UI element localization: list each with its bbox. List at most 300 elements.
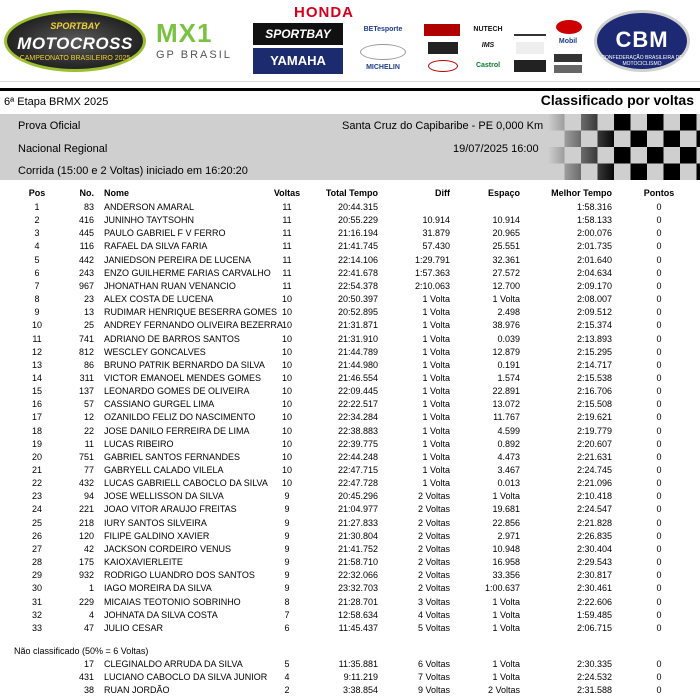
cell-points: 0 <box>656 399 662 410</box>
cell-number: 116 <box>79 241 94 252</box>
cell-diff: 1 Volta <box>422 294 450 305</box>
sponsor-bar-icon <box>554 54 582 62</box>
cell-number: 13 <box>83 307 94 318</box>
cell-number: 47 <box>83 622 94 633</box>
cell-laps: 8 <box>284 596 290 607</box>
cell-diff: 2 Voltas <box>417 570 450 581</box>
cell-diff: 1 Volta <box>422 307 450 318</box>
col-no: No. <box>79 188 94 198</box>
cell-number: 311 <box>79 372 94 383</box>
mx1-gp-brasil-logo <box>156 18 236 62</box>
col-pos: Pos <box>28 188 46 198</box>
cell-diff: 1 Volta <box>422 425 450 436</box>
cell-best-time: 2:15.374 <box>576 320 612 331</box>
cell-best-time: 2:21.631 <box>576 451 612 462</box>
cell-best-time: 2:30.335 <box>576 659 612 669</box>
cell-number: 25 <box>83 320 94 331</box>
cell-name: JHONATHAN RUAN VENANCIO <box>104 280 236 291</box>
cell-points: 0 <box>656 659 662 669</box>
cell-pos: 17 <box>31 412 42 423</box>
cell-gap: 1 Volta <box>492 609 520 620</box>
cell-points: 0 <box>656 609 662 620</box>
cell-pos: 5 <box>34 254 40 265</box>
cell-laps: 11 <box>282 241 292 252</box>
cell-name: CASSIANO GURGEL LIMA <box>104 399 215 410</box>
cell-number: 42 <box>83 543 94 554</box>
cell-number: 77 <box>83 465 94 475</box>
cell-laps: 10 <box>281 386 292 397</box>
cell-number: 17 <box>83 659 94 669</box>
cell-diff: 7 Voltas <box>417 672 450 683</box>
cell-total-time: 22:47.728 <box>337 478 378 489</box>
motocross-logo-sub: CAMPEONATO BRASILEIRO 2025 <box>19 55 131 62</box>
cell-total-time: 20:50.397 <box>337 294 378 305</box>
cell-gap: 33.356 <box>492 570 520 581</box>
cell-points: 0 <box>656 412 662 423</box>
cell-number: 741 <box>78 333 94 344</box>
cell-laps: 11 <box>282 202 292 212</box>
cell-name: FILIPE GALDINO XAVIER <box>104 530 210 541</box>
cell-name: GABRYELL CALADO VILELA <box>104 465 224 475</box>
cell-best-time: 2:09.512 <box>576 307 612 318</box>
cell-diff: 1 Volta <box>422 465 450 475</box>
cell-total-time: 11:45.437 <box>338 622 378 633</box>
cell-pos: 21 <box>31 465 42 475</box>
cell-name: ENZO GUILHERME FARIAS CARVALHO <box>104 267 271 278</box>
cell-total-time: 3:38.854 <box>342 685 378 696</box>
cell-points: 0 <box>656 491 662 502</box>
sponsor-dark-icon <box>514 60 546 72</box>
cell-gap: 2 Voltas <box>487 685 520 696</box>
cell-best-time: 2:10.418 <box>576 491 612 502</box>
cell-diff: 1 Volta <box>422 346 450 357</box>
mx1-text: MX1 <box>156 18 213 48</box>
cell-laps: 9 <box>284 570 290 581</box>
cell-best-time: 1:59.485 <box>576 609 612 620</box>
cell-number: 137 <box>78 386 94 397</box>
cell-total-time: 22:14.106 <box>337 254 378 265</box>
cell-pos: 2 <box>34 215 40 226</box>
cell-laps: 10 <box>281 307 292 318</box>
cell-laps: 9 <box>284 530 290 541</box>
col-gap: Espaço <box>487 188 520 198</box>
cell-number: 416 <box>78 215 94 226</box>
cell-best-time: 2:30.461 <box>576 583 612 594</box>
cell-pos: 10 <box>31 320 42 331</box>
cell-laps: 6 <box>284 622 290 633</box>
cell-best-time: 2:29.543 <box>576 557 612 568</box>
cell-total-time: 22:22.517 <box>337 399 378 410</box>
cell-points: 0 <box>656 517 662 528</box>
cell-best-time: 2:01.640 <box>576 254 612 265</box>
cell-points: 0 <box>656 346 662 357</box>
cell-pos: 23 <box>31 491 42 502</box>
cell-total-time: 21:31.871 <box>337 320 378 331</box>
cell-pos: 8 <box>34 294 40 305</box>
cell-gap: 1 Volta <box>492 294 520 305</box>
cell-total-time: 21:27.833 <box>337 517 378 528</box>
sponsor-red-badge-icon <box>424 24 460 36</box>
cell-pos: 6 <box>34 267 40 278</box>
cell-points: 0 <box>656 228 662 239</box>
cell-number: 11 <box>84 438 94 449</box>
cell-number: 445 <box>78 228 94 239</box>
cell-gap: 1 Volta <box>492 596 520 607</box>
cell-pos: 3 <box>34 228 40 239</box>
cell-diff: 57.430 <box>422 241 450 252</box>
cell-number: 751 <box>78 451 94 462</box>
cell-laps: 10 <box>281 333 292 344</box>
cell-diff: 2:10.063 <box>414 280 450 291</box>
cell-diff: 2 Voltas <box>417 517 450 528</box>
cell-points: 0 <box>656 438 662 449</box>
cell-laps: 11 <box>282 215 292 226</box>
cell-pos: 14 <box>31 372 42 383</box>
cell-name: RAFAEL DA SILVA FARIA <box>104 241 208 252</box>
cell-name: JOSE WELLISSON DA SILVA <box>104 491 224 502</box>
cell-points: 0 <box>656 530 662 541</box>
cell-gap: 13.072 <box>492 399 520 410</box>
cell-gap: 1:00.637 <box>484 583 520 594</box>
datetime-text: 19/07/2025 16:00 <box>453 143 539 155</box>
cell-gap: 1.574 <box>497 372 520 383</box>
cell-diff: 6 Voltas <box>417 659 450 669</box>
cell-name: OZANILDO FELIZ DO NASCIMENTO <box>104 412 256 423</box>
cell-gap: 16.958 <box>492 557 520 568</box>
cell-gap: 0.892 <box>497 438 520 449</box>
cell-name: BRUNO PATRIK BERNARDO DA SILVA <box>104 359 265 370</box>
cell-points: 0 <box>656 543 662 554</box>
cell-best-time: 2:14.717 <box>576 359 612 370</box>
cell-name: IURY SANTOS SILVEIRA <box>104 517 207 528</box>
cell-number: 94 <box>83 491 94 502</box>
cell-gap: 27.572 <box>492 267 520 278</box>
michelin-logo: MICHELIN <box>366 64 400 71</box>
cell-number: 229 <box>78 596 94 607</box>
mobil-logo: Mobil <box>558 38 578 45</box>
cell-total-time: 9:11.219 <box>343 672 378 683</box>
cell-best-time: 2:15.508 <box>576 399 612 410</box>
cell-pos: 9 <box>34 307 40 318</box>
location-text: Santa Cruz do Capibaribe - PE 0,000 Km <box>342 120 544 132</box>
cell-pos: 13 <box>31 359 42 370</box>
cell-gap: 1 Volta <box>492 659 520 669</box>
cell-pos: 31 <box>31 596 42 607</box>
cell-number: 431 <box>78 672 94 683</box>
cell-laps: 5 <box>284 659 290 669</box>
betesporte-logo: BETesporte <box>363 26 403 33</box>
cell-number: 812 <box>78 346 94 357</box>
cell-points: 0 <box>656 596 662 607</box>
not-classified-label: Não classificado (50% = 6 Voltas) <box>14 646 149 656</box>
cell-name: MICAIAS TEOTONIO SOBRINHO <box>104 596 241 607</box>
col-name: Nome <box>104 188 130 198</box>
cell-best-time: 2:16.706 <box>576 386 612 397</box>
cell-name: JOHNATA DA SILVA COSTA <box>104 609 218 620</box>
sponsor-banner <box>0 0 700 82</box>
cell-gap: 10.948 <box>492 543 520 554</box>
cell-total-time: 22:39.775 <box>337 438 378 449</box>
sponsor-red-round-icon <box>556 20 582 34</box>
cell-laps: 9 <box>284 517 290 528</box>
cell-name: GABRIEL SANTOS FERNANDES <box>104 451 241 462</box>
cell-diff: 1 Volta <box>422 438 450 449</box>
cell-pos: 30 <box>31 583 42 594</box>
cell-total-time: 21:41.745 <box>337 241 378 252</box>
cell-points: 0 <box>656 583 662 594</box>
cell-laps: 9 <box>284 543 290 554</box>
cell-name: ANDREY FERNANDO OLIVEIRA BEZERRA <box>104 320 283 331</box>
cell-diff: 1 Volta <box>422 386 450 397</box>
cell-laps: 9 <box>284 504 290 515</box>
event-title: 6ª Etapa BRMX 2025 <box>4 96 109 108</box>
cell-diff: 5 Voltas <box>417 622 450 633</box>
cell-best-time: 2:19.779 <box>576 425 612 436</box>
sponsor-black-badge-icon <box>428 42 458 54</box>
cell-best-time: 2:24.547 <box>576 504 612 515</box>
cell-diff: 4 Voltas <box>417 609 450 620</box>
cell-diff: 1 Volta <box>422 333 450 344</box>
cell-pos: 22 <box>31 478 42 489</box>
cell-number: 243 <box>78 267 94 278</box>
cell-gap: 3.467 <box>497 465 520 475</box>
cell-gap: 11.767 <box>493 412 520 423</box>
cell-diff: 2 Voltas <box>417 504 450 515</box>
cell-best-time: 1:58.133 <box>576 215 612 226</box>
cell-pos: 4 <box>34 241 40 252</box>
cell-diff: 1 Volta <box>422 399 450 410</box>
cell-diff: 9 Voltas <box>417 685 450 696</box>
cell-points: 0 <box>656 359 662 370</box>
cell-name: KAIOXAVIERLEITE <box>104 557 183 568</box>
cell-best-time: 2:31.588 <box>576 685 612 696</box>
cell-points: 0 <box>656 425 662 436</box>
cell-points: 0 <box>656 386 662 397</box>
motocross-logo <box>4 10 146 72</box>
cell-name: PAULO GABRIEL F V FERRO <box>104 228 226 239</box>
castrol-logo: Castrol <box>475 62 501 69</box>
cell-gap: 1 Volta <box>492 622 520 633</box>
cell-number: 83 <box>83 202 94 212</box>
cell-best-time: 2:24.745 <box>576 465 612 475</box>
sponsor-shield-icon <box>360 44 406 60</box>
cell-pos: 15 <box>31 386 42 397</box>
cell-gap: 0.191 <box>497 359 520 370</box>
cell-name: IAGO MOREIRA DA SILVA <box>104 583 212 594</box>
cell-points: 0 <box>656 294 662 305</box>
cell-name: CLEGINALDO ARRUDA DA SILVA <box>104 659 243 669</box>
cell-number: 38 <box>83 685 94 696</box>
cell-diff: 1:29.791 <box>414 254 450 265</box>
cbm-title: CBM <box>615 27 669 52</box>
cell-total-time: 21:16.194 <box>337 228 378 239</box>
cell-total-time: 21:30.804 <box>337 530 378 541</box>
cell-total-time: 21:28.701 <box>337 596 378 607</box>
header-divider <box>0 88 700 91</box>
cell-best-time: 1:58.316 <box>576 202 612 212</box>
cell-total-time: 21:44.980 <box>337 359 378 370</box>
cell-number: 12 <box>83 412 94 423</box>
cell-gap: 22.891 <box>492 386 520 397</box>
col-points: Pontos <box>643 188 675 198</box>
cell-gap: 2.498 <box>497 307 520 318</box>
sponsor-small-icon <box>516 42 544 54</box>
cell-diff: 1 Volta <box>422 359 450 370</box>
cell-number: 22 <box>83 425 94 436</box>
cell-points: 0 <box>656 254 662 265</box>
cell-gap: 32.361 <box>492 254 520 265</box>
cell-total-time: 22:41.678 <box>337 267 378 278</box>
gp-brasil-text: GP BRASIL <box>156 49 232 61</box>
cell-total-time: 11:35.881 <box>338 659 378 669</box>
cell-gap: 4.473 <box>497 451 520 462</box>
cell-best-time: 2:21.096 <box>576 478 612 489</box>
sportbay-logo: SPORTBAY <box>253 23 343 45</box>
cell-pos: 16 <box>31 399 42 410</box>
cell-laps: 10 <box>281 451 292 462</box>
cell-laps: 10 <box>281 320 292 331</box>
cell-pos: 32 <box>31 609 42 620</box>
sponsor-circle-icon <box>428 60 458 72</box>
cell-gap: 38.976 <box>492 320 520 331</box>
cell-best-time: 2:06.715 <box>576 622 612 633</box>
cell-pos: 20 <box>31 451 42 462</box>
cell-gap: 22.856 <box>492 517 520 528</box>
cell-number: 1 <box>88 583 94 594</box>
cell-diff: 1 Volta <box>422 412 450 423</box>
cell-gap: 0.039 <box>497 333 520 344</box>
cell-points: 0 <box>656 451 662 462</box>
cell-total-time: 22:44.248 <box>337 451 378 462</box>
cell-points: 0 <box>656 478 662 489</box>
cell-name: RUAN JORDÃO <box>104 685 170 696</box>
cell-gap: 12.879 <box>492 346 520 357</box>
cell-pos: 12 <box>31 346 42 357</box>
cell-points: 0 <box>656 320 662 331</box>
checkered-flag-icon <box>548 114 700 180</box>
cell-gap: 1 Volta <box>492 491 520 502</box>
category-label: Nacional Regional <box>18 143 108 155</box>
cell-number: 57 <box>83 399 94 410</box>
nutech-logo: NUTECH <box>473 26 503 33</box>
cell-laps: 7 <box>284 609 290 620</box>
cell-total-time: 22:54.378 <box>337 280 378 291</box>
cell-gap: 19.681 <box>492 504 520 515</box>
cell-laps: 11 <box>282 228 292 239</box>
col-diff: Diff <box>435 188 450 198</box>
col-total-time: Total Tempo <box>325 188 378 198</box>
cell-total-time: 21:44.789 <box>337 346 378 357</box>
cell-laps: 10 <box>281 425 292 436</box>
cell-name: JOAO VITOR ARAUJO FREITAS <box>104 504 237 515</box>
cell-best-time: 2:22.606 <box>576 596 612 607</box>
cell-diff: 1 Volta <box>422 320 450 331</box>
cell-gap: 4.599 <box>497 425 520 436</box>
cell-number: 23 <box>83 294 94 305</box>
cell-name: JULIO CESAR <box>104 622 164 633</box>
cell-number: 442 <box>78 254 94 265</box>
cell-points: 0 <box>656 241 662 252</box>
col-best-time: Melhor Tempo <box>551 188 612 198</box>
motocross-logo-top: SPORTBAY <box>50 21 100 31</box>
cell-gap: 12.700 <box>492 280 520 291</box>
cell-name: LUCAS RIBEIRO <box>104 438 174 449</box>
cell-best-time: 2:08.007 <box>576 294 612 305</box>
cell-laps: 2 <box>284 685 290 696</box>
cell-diff: 1 Volta <box>422 451 450 462</box>
ims-logo: IMS <box>481 42 495 49</box>
cell-number: 175 <box>78 557 94 568</box>
cell-laps: 10 <box>281 412 292 423</box>
cell-points: 0 <box>656 557 662 568</box>
cell-number: 86 <box>83 359 94 370</box>
cell-laps: 10 <box>281 346 292 357</box>
cell-total-time: 22:32.066 <box>337 570 378 581</box>
cell-name: LUCIANO CABOCLO DA SILVA JUNIOR <box>104 672 268 683</box>
cell-diff: 3 Voltas <box>417 596 450 607</box>
cell-pos: 11 <box>32 333 42 344</box>
cell-laps: 10 <box>281 294 292 305</box>
honda-logo: HONDA <box>294 4 354 21</box>
cell-points: 0 <box>656 622 662 633</box>
cell-best-time: 2:09.170 <box>576 280 612 291</box>
cell-points: 0 <box>656 267 662 278</box>
cell-best-time: 2:15.538 <box>576 372 612 383</box>
cell-pos: 28 <box>31 557 42 568</box>
cell-best-time: 2:13.893 <box>576 333 612 344</box>
sponsor-stripe-icon <box>514 24 546 36</box>
cell-name: WESCLEY GONCALVES <box>104 346 206 357</box>
cell-best-time: 2:15.295 <box>576 346 612 357</box>
cell-pos: 18 <box>31 425 42 436</box>
cell-gap: 0.013 <box>497 478 520 489</box>
cell-points: 0 <box>656 280 662 291</box>
cell-pos: 19 <box>31 438 42 449</box>
cell-diff: 2 Voltas <box>417 557 450 568</box>
cell-name: JANIEDSON PEREIRA DE LUCENA <box>104 254 252 265</box>
cell-diff: 10.914 <box>422 215 450 226</box>
cell-total-time: 21:58.710 <box>337 557 378 568</box>
cell-diff: 2 Voltas <box>417 491 450 502</box>
cell-number: 221 <box>78 504 94 515</box>
cell-laps: 10 <box>281 399 292 410</box>
cell-points: 0 <box>656 307 662 318</box>
cell-laps: 10 <box>281 478 292 489</box>
race-info-text: Corrida (15:00 e 2 Voltas) iniciado em 16:20:20 <box>18 165 248 177</box>
sponsor-bar2-icon <box>554 65 582 73</box>
cell-laps: 11 <box>282 267 292 278</box>
cell-total-time: 22:47.715 <box>337 465 378 475</box>
cell-total-time: 12:58.634 <box>337 609 378 620</box>
cell-best-time: 2:20.607 <box>576 438 612 449</box>
cell-diff: 1 Volta <box>422 478 450 489</box>
cell-best-time: 2:24.532 <box>576 672 612 683</box>
cell-pos: 27 <box>31 543 42 554</box>
cell-gap: 10.914 <box>492 215 520 226</box>
cell-points: 0 <box>656 672 662 683</box>
cell-name: LEONARDO GOMES DE OLIVEIRA <box>104 386 250 397</box>
cell-total-time: 22:09.445 <box>337 386 378 397</box>
motocross-logo-title: MOTOCROSS <box>17 34 133 53</box>
cell-laps: 9 <box>284 491 290 502</box>
cell-total-time: 20:52.895 <box>337 307 378 318</box>
cell-pos: 24 <box>31 504 42 515</box>
cell-total-time: 21:31.910 <box>337 333 378 344</box>
cell-laps: 11 <box>282 254 292 265</box>
cell-gap: 20.965 <box>492 228 520 239</box>
cell-diff: 31.879 <box>422 228 450 239</box>
cell-laps: 9 <box>284 583 290 594</box>
